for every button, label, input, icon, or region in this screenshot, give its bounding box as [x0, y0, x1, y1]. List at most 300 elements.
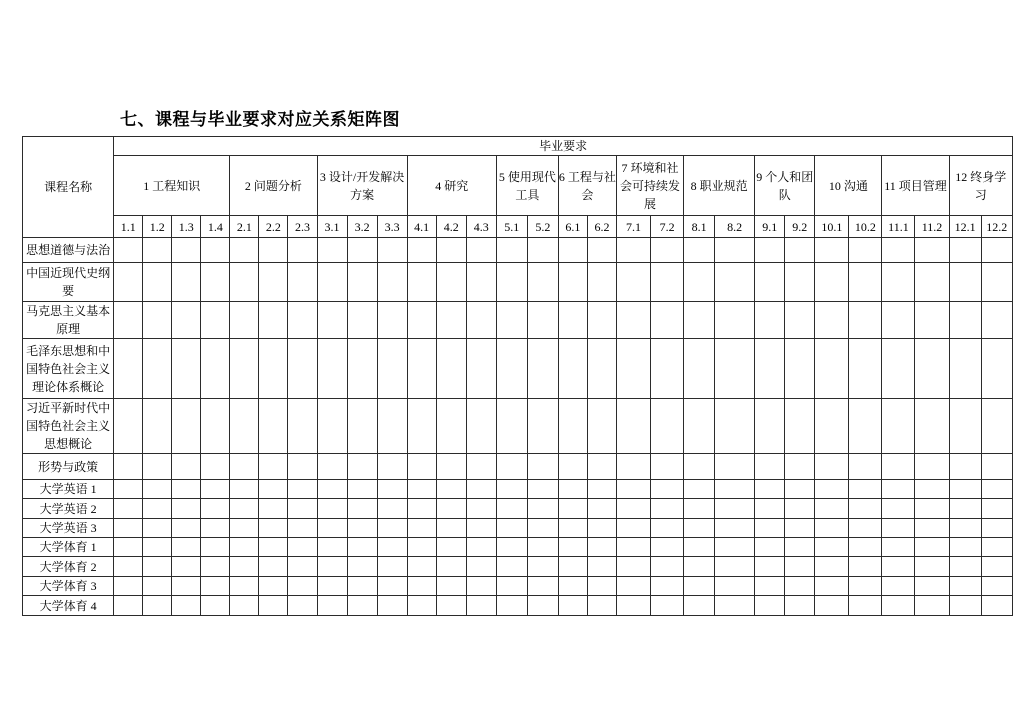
- matrix-value-cell: [882, 339, 915, 399]
- matrix-value-cell: [259, 519, 288, 538]
- course-row: [23, 263, 1013, 302]
- matrix-value-cell: [651, 454, 684, 480]
- matrix-value-cell: [949, 480, 981, 499]
- matrix-value-cell: [377, 454, 407, 480]
- matrix-value-cell: [172, 596, 201, 616]
- subcol-header-cell: 3.3: [377, 216, 407, 238]
- corner-header-course-name: 课程名称: [23, 137, 114, 238]
- matrix-value-cell: [755, 538, 785, 557]
- subcol-header-cell: 7.1: [616, 216, 650, 238]
- group-header-cell: 9 个人和团队: [755, 156, 815, 216]
- matrix-value-cell: [347, 263, 377, 302]
- matrix-value-cell: [755, 339, 785, 399]
- matrix-value-cell: [981, 339, 1012, 399]
- matrix-value-cell: [815, 499, 849, 519]
- matrix-value-cell: [915, 302, 949, 339]
- matrix-value-cell: [377, 302, 407, 339]
- group-header-cell: 8 职业规范: [684, 156, 755, 216]
- matrix-value-cell: [849, 557, 882, 577]
- matrix-value-cell: [436, 577, 466, 596]
- matrix-value-cell: [785, 577, 815, 596]
- matrix-value-cell: [785, 238, 815, 263]
- matrix-value-cell: [436, 557, 466, 577]
- matrix-value-cell: [882, 302, 915, 339]
- matrix-value-cell: [407, 557, 436, 577]
- matrix-value-cell: [915, 577, 949, 596]
- matrix-value-cell: [377, 238, 407, 263]
- course-row: [23, 302, 1013, 339]
- matrix-value-cell: [558, 577, 587, 596]
- matrix-value-cell: [466, 263, 496, 302]
- matrix-value-cell: [558, 399, 587, 454]
- matrix-value-cell: [114, 499, 143, 519]
- matrix-value-cell: [347, 499, 377, 519]
- matrix-value-cell: [558, 519, 587, 538]
- matrix-value-cell: [815, 596, 849, 616]
- group-header-cell: 2 问题分析: [230, 156, 317, 216]
- matrix-value-cell: [347, 538, 377, 557]
- matrix-value-cell: [849, 339, 882, 399]
- matrix-value-cell: [288, 596, 317, 616]
- matrix-value-cell: [317, 480, 347, 499]
- course-row: [23, 557, 1013, 577]
- matrix-value-cell: [466, 557, 496, 577]
- matrix-value-cell: [143, 238, 172, 263]
- matrix-value-cell: [407, 302, 436, 339]
- matrix-value-cell: [436, 238, 466, 263]
- matrix-value-cell: [407, 399, 436, 454]
- matrix-value-cell: [815, 238, 849, 263]
- matrix-value-cell: [684, 596, 715, 616]
- course-name-cell: 大学体育 2: [23, 557, 114, 577]
- matrix-value-cell: [496, 519, 527, 538]
- matrix-value-cell: [317, 499, 347, 519]
- matrix-value-cell: [651, 519, 684, 538]
- matrix-value-cell: [288, 577, 317, 596]
- matrix-value-cell: [466, 454, 496, 480]
- matrix-value-cell: [558, 238, 587, 263]
- matrix-value-cell: [466, 596, 496, 616]
- matrix-value-cell: [466, 519, 496, 538]
- matrix-value-cell: [882, 454, 915, 480]
- matrix-value-cell: [407, 538, 436, 557]
- matrix-value-cell: [815, 454, 849, 480]
- matrix-value-cell: [377, 339, 407, 399]
- matrix-value-cell: [377, 557, 407, 577]
- matrix-value-cell: [949, 238, 981, 263]
- matrix-value-cell: [466, 238, 496, 263]
- matrix-value-cell: [527, 454, 558, 480]
- matrix-value-cell: [616, 499, 650, 519]
- matrix-value-cell: [377, 519, 407, 538]
- matrix-value-cell: [981, 454, 1012, 480]
- matrix-value-cell: [785, 557, 815, 577]
- matrix-value-cell: [915, 339, 949, 399]
- subcol-header-cell: 12.2: [981, 216, 1012, 238]
- subcol-header-cell: 10.1: [815, 216, 849, 238]
- matrix-value-cell: [616, 480, 650, 499]
- matrix-value-cell: [715, 596, 755, 616]
- matrix-value-cell: [915, 263, 949, 302]
- matrix-value-cell: [587, 557, 616, 577]
- matrix-value-cell: [317, 577, 347, 596]
- group-header-cell: 1 工程知识: [114, 156, 230, 216]
- matrix-value-cell: [347, 577, 377, 596]
- matrix-value-cell: [259, 538, 288, 557]
- matrix-value-cell: [143, 302, 172, 339]
- matrix-value-cell: [201, 399, 230, 454]
- matrix-value-cell: [651, 399, 684, 454]
- matrix-value-cell: [496, 538, 527, 557]
- matrix-value-cell: [558, 263, 587, 302]
- matrix-value-cell: [755, 238, 785, 263]
- matrix-value-cell: [317, 557, 347, 577]
- matrix-value-cell: [377, 399, 407, 454]
- matrix-value-cell: [755, 519, 785, 538]
- matrix-value-cell: [377, 577, 407, 596]
- subcol-header-cell: 9.1: [755, 216, 785, 238]
- subcol-header-cell: 9.2: [785, 216, 815, 238]
- matrix-value-cell: [201, 596, 230, 616]
- header-row-top: [23, 137, 1013, 156]
- matrix-value-cell: [114, 339, 143, 399]
- subcol-header-cell: 2.3: [288, 216, 317, 238]
- matrix-value-cell: [587, 519, 616, 538]
- subcol-header-cell: 8.1: [684, 216, 715, 238]
- matrix-value-cell: [882, 499, 915, 519]
- matrix-value-cell: [815, 263, 849, 302]
- matrix-value-cell: [755, 454, 785, 480]
- matrix-value-cell: [288, 557, 317, 577]
- matrix-value-cell: [201, 557, 230, 577]
- course-name-cell: 马克思主义基本原理: [23, 302, 114, 339]
- matrix-value-cell: [230, 557, 259, 577]
- matrix-value-cell: [651, 480, 684, 499]
- matrix-value-cell: [949, 302, 981, 339]
- matrix-value-cell: [815, 339, 849, 399]
- matrix-value-cell: [616, 577, 650, 596]
- matrix-value-cell: [616, 519, 650, 538]
- matrix-value-cell: [466, 577, 496, 596]
- matrix-value-cell: [785, 538, 815, 557]
- matrix-value-cell: [259, 238, 288, 263]
- matrix-value-cell: [143, 399, 172, 454]
- matrix-value-cell: [496, 557, 527, 577]
- matrix-value-cell: [715, 339, 755, 399]
- matrix-value-cell: [949, 263, 981, 302]
- matrix-value-cell: [288, 399, 317, 454]
- course-row: [23, 596, 1013, 616]
- matrix-value-cell: [377, 480, 407, 499]
- matrix-value-cell: [785, 596, 815, 616]
- matrix-value-cell: [755, 557, 785, 577]
- subcol-header-cell: 2.1: [230, 216, 259, 238]
- matrix-value-cell: [981, 263, 1012, 302]
- matrix-value-cell: [558, 302, 587, 339]
- matrix-value-cell: [496, 577, 527, 596]
- matrix-value-cell: [259, 480, 288, 499]
- matrix-value-cell: [288, 339, 317, 399]
- matrix-value-cell: [496, 302, 527, 339]
- matrix-value-cell: [755, 263, 785, 302]
- group-header-cell: 7 环境和社会可持续发展: [616, 156, 683, 216]
- matrix-value-cell: [587, 454, 616, 480]
- matrix-value-cell: [436, 480, 466, 499]
- matrix-value-cell: [496, 399, 527, 454]
- subcol-header-cell: 3.2: [347, 216, 377, 238]
- matrix-value-cell: [715, 263, 755, 302]
- matrix-value-cell: [317, 519, 347, 538]
- subcol-header-cell: 4.3: [466, 216, 496, 238]
- matrix-value-cell: [201, 454, 230, 480]
- matrix-value-cell: [347, 238, 377, 263]
- matrix-value-cell: [882, 538, 915, 557]
- matrix-value-cell: [288, 499, 317, 519]
- matrix-value-cell: [114, 399, 143, 454]
- matrix-value-cell: [347, 557, 377, 577]
- subcol-header-cell: 6.2: [587, 216, 616, 238]
- matrix-value-cell: [230, 596, 259, 616]
- matrix-value-cell: [558, 339, 587, 399]
- matrix-value-cell: [436, 302, 466, 339]
- matrix-value-cell: [527, 538, 558, 557]
- matrix-value-cell: [143, 263, 172, 302]
- course-name-cell: 大学英语 2: [23, 499, 114, 519]
- matrix-value-cell: [651, 557, 684, 577]
- matrix-value-cell: [377, 538, 407, 557]
- matrix-value-cell: [436, 399, 466, 454]
- matrix-value-cell: [587, 238, 616, 263]
- matrix-value-cell: [114, 263, 143, 302]
- matrix-value-cell: [715, 538, 755, 557]
- course-name-cell: 大学英语 1: [23, 480, 114, 499]
- matrix-value-cell: [230, 499, 259, 519]
- matrix-value-cell: [651, 577, 684, 596]
- matrix-value-cell: [849, 577, 882, 596]
- matrix-value-cell: [466, 480, 496, 499]
- matrix-value-cell: [259, 557, 288, 577]
- matrix-value-cell: [259, 302, 288, 339]
- matrix-value-cell: [201, 577, 230, 596]
- matrix-value-cell: [496, 596, 527, 616]
- matrix-value-cell: [172, 577, 201, 596]
- matrix-value-cell: [849, 263, 882, 302]
- matrix-value-cell: [496, 454, 527, 480]
- matrix-value-cell: [407, 339, 436, 399]
- matrix-value-cell: [949, 538, 981, 557]
- matrix-value-cell: [558, 499, 587, 519]
- matrix-value-cell: [201, 339, 230, 399]
- course-name-cell: 思想道德与法治: [23, 238, 114, 263]
- matrix-value-cell: [527, 596, 558, 616]
- subcol-header-cell: 5.2: [527, 216, 558, 238]
- matrix-value-cell: [496, 480, 527, 499]
- matrix-value-cell: [317, 538, 347, 557]
- matrix-value-cell: [114, 454, 143, 480]
- course-row: [23, 238, 1013, 263]
- matrix-value-cell: [616, 302, 650, 339]
- matrix-value-cell: [915, 557, 949, 577]
- matrix-value-cell: [882, 596, 915, 616]
- matrix-value-cell: [981, 519, 1012, 538]
- header-row-subcolumns: [23, 216, 1013, 238]
- group-header-cell: 4 研究: [407, 156, 496, 216]
- course-row: [23, 454, 1013, 480]
- matrix-value-cell: [436, 339, 466, 399]
- subcol-header-cell: 11.2: [915, 216, 949, 238]
- matrix-value-cell: [616, 339, 650, 399]
- matrix-value-cell: [755, 499, 785, 519]
- matrix-value-cell: [684, 454, 715, 480]
- matrix-value-cell: [651, 596, 684, 616]
- matrix-value-cell: [377, 263, 407, 302]
- matrix-value-cell: [527, 302, 558, 339]
- matrix-value-cell: [849, 454, 882, 480]
- matrix-value-cell: [558, 480, 587, 499]
- subcol-header-cell: 2.2: [259, 216, 288, 238]
- matrix-value-cell: [436, 454, 466, 480]
- matrix-value-cell: [436, 519, 466, 538]
- course-row: [23, 399, 1013, 454]
- matrix-value-cell: [201, 480, 230, 499]
- matrix-value-cell: [114, 302, 143, 339]
- course-row: [23, 577, 1013, 596]
- matrix-value-cell: [715, 577, 755, 596]
- matrix-value-cell: [143, 339, 172, 399]
- matrix-value-cell: [288, 519, 317, 538]
- matrix-value-cell: [915, 399, 949, 454]
- matrix-value-cell: [587, 399, 616, 454]
- matrix-value-cell: [172, 499, 201, 519]
- matrix-value-cell: [288, 538, 317, 557]
- course-row: [23, 339, 1013, 399]
- matrix-value-cell: [288, 238, 317, 263]
- matrix-value-cell: [558, 596, 587, 616]
- subcol-header-cell: 5.1: [496, 216, 527, 238]
- matrix-value-cell: [172, 538, 201, 557]
- matrix-value-cell: [114, 538, 143, 557]
- matrix-value-cell: [558, 557, 587, 577]
- matrix-value-cell: [496, 238, 527, 263]
- matrix-value-cell: [785, 499, 815, 519]
- matrix-value-cell: [172, 399, 201, 454]
- matrix-value-cell: [347, 399, 377, 454]
- matrix-value-cell: [436, 263, 466, 302]
- matrix-value-cell: [587, 480, 616, 499]
- matrix-value-cell: [347, 480, 377, 499]
- matrix-value-cell: [527, 557, 558, 577]
- matrix-value-cell: [143, 454, 172, 480]
- matrix-value-cell: [882, 263, 915, 302]
- matrix-value-cell: [785, 454, 815, 480]
- matrix-value-cell: [616, 557, 650, 577]
- matrix-value-cell: [407, 480, 436, 499]
- matrix-value-cell: [785, 480, 815, 499]
- matrix-value-cell: [684, 399, 715, 454]
- matrix-value-cell: [527, 339, 558, 399]
- group-header-cell: 3 设计/开发解决方案: [317, 156, 407, 216]
- matrix-value-cell: [436, 596, 466, 616]
- matrix-value-cell: [114, 557, 143, 577]
- matrix-value-cell: [496, 339, 527, 399]
- matrix-value-cell: [587, 596, 616, 616]
- matrix-value-cell: [347, 454, 377, 480]
- matrix-value-cell: [407, 238, 436, 263]
- matrix-value-cell: [143, 577, 172, 596]
- matrix-value-cell: [684, 480, 715, 499]
- matrix-value-cell: [317, 263, 347, 302]
- matrix-value-cell: [981, 596, 1012, 616]
- matrix-value-cell: [466, 499, 496, 519]
- matrix-value-cell: [849, 399, 882, 454]
- matrix-value-cell: [172, 263, 201, 302]
- matrix-value-cell: [527, 499, 558, 519]
- matrix-value-cell: [755, 302, 785, 339]
- matrix-value-cell: [755, 399, 785, 454]
- group-header-cell: 10 沟通: [815, 156, 882, 216]
- matrix-value-cell: [616, 454, 650, 480]
- subcol-header-cell: 1.1: [114, 216, 143, 238]
- matrix-value-cell: [527, 519, 558, 538]
- matrix-value-cell: [201, 302, 230, 339]
- matrix-value-cell: [815, 557, 849, 577]
- subcol-header-cell: 1.2: [143, 216, 172, 238]
- matrix-value-cell: [143, 480, 172, 499]
- matrix-value-cell: [949, 499, 981, 519]
- subcol-header-cell: 11.1: [882, 216, 915, 238]
- matrix-value-cell: [915, 519, 949, 538]
- matrix-value-cell: [259, 399, 288, 454]
- matrix-value-cell: [715, 399, 755, 454]
- matrix-value-cell: [114, 596, 143, 616]
- matrix-value-cell: [143, 519, 172, 538]
- matrix-value-cell: [684, 499, 715, 519]
- matrix-value-cell: [949, 454, 981, 480]
- matrix-value-cell: [849, 499, 882, 519]
- matrix-value-cell: [785, 519, 815, 538]
- matrix-value-cell: [949, 596, 981, 616]
- matrix-value-cell: [651, 238, 684, 263]
- course-name-cell: 大学体育 4: [23, 596, 114, 616]
- matrix-value-cell: [230, 519, 259, 538]
- matrix-value-cell: [616, 538, 650, 557]
- subcol-header-cell: 8.2: [715, 216, 755, 238]
- matrix-value-cell: [849, 302, 882, 339]
- matrix-value-cell: [651, 339, 684, 399]
- matrix-value-cell: [230, 538, 259, 557]
- matrix-value-cell: [466, 538, 496, 557]
- course-name-cell: 中国近现代史纲要: [23, 263, 114, 302]
- matrix-value-cell: [347, 302, 377, 339]
- course-name-cell: 大学体育 3: [23, 577, 114, 596]
- matrix-value-cell: [114, 519, 143, 538]
- matrix-value-cell: [849, 519, 882, 538]
- group-header-cell: 5 使用现代工具: [496, 156, 558, 216]
- matrix-value-cell: [651, 263, 684, 302]
- matrix-value-cell: [715, 499, 755, 519]
- matrix-value-cell: [651, 499, 684, 519]
- course-name-cell: 习近平新时代中国特色社会主义思想概论: [23, 399, 114, 454]
- matrix-value-cell: [259, 499, 288, 519]
- matrix-value-cell: [407, 596, 436, 616]
- course-row: [23, 480, 1013, 499]
- matrix-value-cell: [981, 302, 1012, 339]
- subcol-header-cell: 4.1: [407, 216, 436, 238]
- matrix-value-cell: [317, 454, 347, 480]
- matrix-value-cell: [259, 454, 288, 480]
- matrix-value-cell: [527, 480, 558, 499]
- matrix-value-cell: [230, 454, 259, 480]
